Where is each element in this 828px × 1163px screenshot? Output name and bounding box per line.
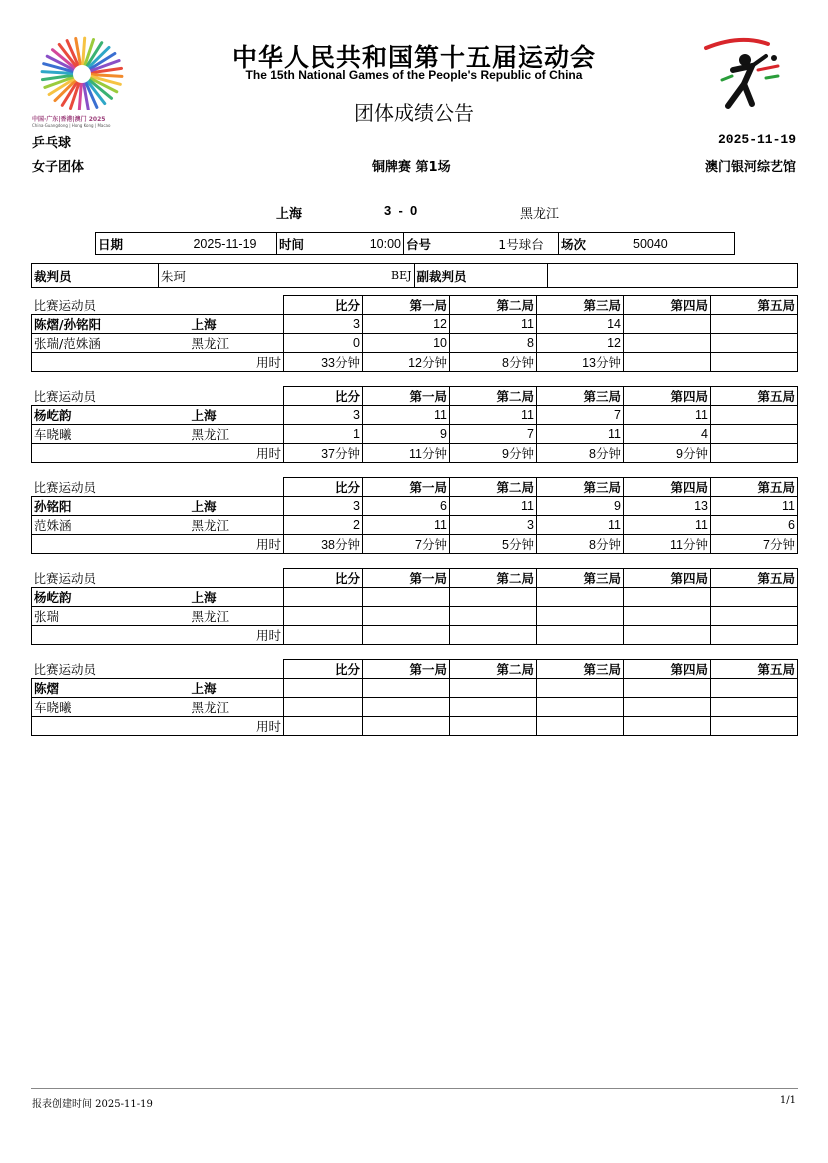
match-meta-table [95, 232, 735, 255]
game-score-cell: 9 [363, 425, 450, 444]
player-row-b [32, 334, 798, 353]
rubber-table-3 [31, 477, 798, 554]
players-header: 比赛运动员 [32, 296, 284, 315]
duration-label: 用时 [32, 535, 284, 554]
game-score-cell: 12 [363, 315, 450, 334]
game-score-cell [537, 679, 624, 698]
game-score-cell [450, 679, 537, 698]
game-score-cell: 3 [450, 516, 537, 535]
game-score-cell: 6 [711, 516, 798, 535]
duration-row [32, 626, 798, 645]
team-a-name: 上海 [276, 207, 303, 222]
score-header: 比分 [284, 296, 363, 315]
match-score-cell [284, 607, 363, 626]
duration-label: 用时 [32, 626, 284, 645]
round-name: 铜牌赛 第1场 [372, 160, 451, 175]
game-score-cell [537, 698, 624, 717]
duration-label: 用时 [32, 353, 284, 372]
game-score-cell [624, 334, 711, 353]
game-score-cell [711, 588, 798, 607]
player-team: 上海 [190, 588, 284, 607]
rubber-table-1 [31, 295, 798, 372]
duration-row [32, 717, 798, 736]
player-team: 黑龙江 [190, 334, 284, 353]
game-score-cell: 8 [450, 334, 537, 353]
game-score-cell [363, 588, 450, 607]
player-row-a [32, 315, 798, 334]
player-name: 孙铭阳 [32, 497, 190, 516]
player-name: 杨屹韵 [32, 588, 190, 607]
game4-header: 第四局 [624, 569, 711, 588]
players-header: 比赛运动员 [32, 569, 284, 588]
game-score-cell: 11 [450, 406, 537, 425]
players-header: 比赛运动员 [32, 387, 284, 406]
game5-header: 第五局 [711, 387, 798, 406]
report-date: 2025-11-19 [717, 132, 796, 147]
game1-header: 第一局 [363, 387, 450, 406]
player-row-a [32, 497, 798, 516]
rubber-table-5 [31, 659, 798, 736]
duration-cell: 37分钟 [284, 444, 363, 463]
time-value: 10:00 [339, 233, 404, 255]
game-score-cell [711, 679, 798, 698]
duration-cell: 11分钟 [624, 535, 711, 554]
players-header: 比赛运动员 [32, 660, 284, 679]
player-row-a [32, 406, 798, 425]
player-row-b [32, 607, 798, 626]
player-team: 上海 [190, 679, 284, 698]
duration-cell [711, 626, 798, 645]
game-score-cell [363, 698, 450, 717]
duration-cell: 33分钟 [284, 353, 363, 372]
duration-cell: 8分钟 [450, 353, 537, 372]
logo-subtext: China·Guangdong | Hong Kong | Macao [32, 123, 111, 128]
duration-cell [711, 717, 798, 736]
player-team: 上海 [190, 497, 284, 516]
game-score-cell [624, 698, 711, 717]
player-name: 车晓曦 [32, 425, 190, 444]
player-team: 黑龙江 [190, 425, 284, 444]
game4-header: 第四局 [624, 660, 711, 679]
match-score: 3 - 0 [384, 203, 418, 218]
deputy-referee-name [547, 264, 797, 288]
duration-cell [537, 717, 624, 736]
game-score-cell: 9 [537, 497, 624, 516]
match-number-value: 50040 [631, 233, 735, 255]
game-score-cell [537, 607, 624, 626]
duration-cell: 7分钟 [363, 535, 450, 554]
match-score-cell: 0 [284, 334, 363, 353]
game-score-cell [711, 406, 798, 425]
player-name: 张瑞/范姝涵 [32, 334, 190, 353]
duration-cell: 5分钟 [450, 535, 537, 554]
duration-label: 用时 [32, 444, 284, 463]
duration-cell: 7分钟 [711, 535, 798, 554]
duration-cell [363, 626, 450, 645]
match-score-cell: 3 [284, 315, 363, 334]
officials-table [31, 263, 798, 288]
duration-cell: 8分钟 [537, 444, 624, 463]
game-score-cell: 13 [624, 497, 711, 516]
game5-header: 第五局 [711, 296, 798, 315]
report-created-time: 报表创建时间 2025-11-19 [32, 1099, 153, 1110]
referee-code: BEJ [389, 264, 414, 288]
duration-label: 用时 [32, 717, 284, 736]
match-score-cell [284, 679, 363, 698]
game-score-cell [711, 334, 798, 353]
game-score-cell: 11 [537, 425, 624, 444]
player-team: 黑龙江 [190, 516, 284, 535]
game-score-cell: 11 [450, 315, 537, 334]
duration-cell [624, 353, 711, 372]
game3-header: 第三局 [537, 660, 624, 679]
game1-header: 第一局 [363, 660, 450, 679]
deputy-referee-label: 副裁判员 [414, 264, 547, 288]
player-name: 陈熠 [32, 679, 190, 698]
game3-header: 第三局 [537, 296, 624, 315]
score-header: 比分 [284, 660, 363, 679]
game5-header: 第五局 [711, 660, 798, 679]
game-score-cell: 11 [363, 406, 450, 425]
duration-cell [711, 444, 798, 463]
game-score-cell: 10 [363, 334, 450, 353]
game-score-cell: 11 [450, 497, 537, 516]
page-title: 中华人民共和国第十五届运动会 [231, 43, 596, 72]
duration-cell: 12分钟 [363, 353, 450, 372]
game3-header: 第三局 [537, 387, 624, 406]
game-score-cell: 11 [711, 497, 798, 516]
player-name: 车晓曦 [32, 698, 190, 717]
match-score-cell: 3 [284, 406, 363, 425]
duration-cell: 9分钟 [450, 444, 537, 463]
logo-text: 中国·广东|香港|澳门 2025 [32, 116, 106, 123]
duration-cell [284, 717, 363, 736]
player-name: 范姝涵 [32, 516, 190, 535]
game2-header: 第二局 [450, 296, 537, 315]
duration-cell [363, 717, 450, 736]
match-score-cell [284, 588, 363, 607]
game2-header: 第二局 [450, 478, 537, 497]
duration-cell [450, 717, 537, 736]
game-score-cell [537, 588, 624, 607]
match-score-cell [284, 698, 363, 717]
time-label: 时间 [277, 233, 340, 255]
game-score-cell: 6 [363, 497, 450, 516]
rubber-table-2 [31, 386, 798, 463]
duration-cell [624, 717, 711, 736]
player-row-a [32, 679, 798, 698]
player-row-b [32, 425, 798, 444]
players-header: 比赛运动员 [32, 478, 284, 497]
page-number: 1/1 [779, 1095, 796, 1106]
duration-cell: 11分钟 [363, 444, 450, 463]
game-score-cell [711, 425, 798, 444]
game5-header: 第五局 [711, 478, 798, 497]
duration-row [32, 353, 798, 372]
game3-header: 第三局 [537, 478, 624, 497]
game-score-cell [624, 607, 711, 626]
duration-cell [711, 353, 798, 372]
player-row-b [32, 516, 798, 535]
duration-cell: 38分钟 [284, 535, 363, 554]
duration-cell [450, 626, 537, 645]
player-row-a [32, 588, 798, 607]
duration-cell: 8分钟 [537, 535, 624, 554]
event-name: 女子团体 [32, 160, 85, 175]
footer-divider [31, 1088, 798, 1089]
game-score-cell: 11 [363, 516, 450, 535]
game1-header: 第一局 [363, 478, 450, 497]
rubber-table-4 [31, 568, 798, 645]
game1-header: 第一局 [363, 569, 450, 588]
referee-name: 朱珂 [159, 264, 390, 288]
game-score-cell [450, 698, 537, 717]
page-title-english: The 15th National Games of the People's Republic of China [245, 68, 583, 82]
game-score-cell: 12 [537, 334, 624, 353]
game-score-cell: 7 [537, 406, 624, 425]
referee-label: 裁判员 [32, 264, 159, 288]
duration-cell [537, 626, 624, 645]
game2-header: 第二局 [450, 660, 537, 679]
game-score-cell [711, 315, 798, 334]
sport-name: 乒乓球 [32, 136, 72, 151]
game-score-cell: 11 [537, 516, 624, 535]
game-score-cell [624, 679, 711, 698]
duration-row [32, 444, 798, 463]
duration-cell: 13分钟 [537, 353, 624, 372]
player-name: 张瑞 [32, 607, 190, 626]
game-score-cell [624, 315, 711, 334]
player-team: 上海 [190, 315, 284, 334]
game-score-cell: 4 [624, 425, 711, 444]
duration-cell [624, 626, 711, 645]
game3-header: 第三局 [537, 569, 624, 588]
duration-cell: 9分钟 [624, 444, 711, 463]
table-number-value: 1号球台 [484, 233, 559, 255]
player-name: 陈熠/孙铭阳 [32, 315, 190, 334]
player-team: 黑龙江 [190, 698, 284, 717]
player-name: 杨屹韵 [32, 406, 190, 425]
game-score-cell: 7 [450, 425, 537, 444]
game-score-cell [450, 607, 537, 626]
player-team: 黑龙江 [190, 607, 284, 626]
game1-header: 第一局 [363, 296, 450, 315]
date-label: 日期 [96, 233, 175, 255]
game-score-cell [624, 588, 711, 607]
game4-header: 第四局 [624, 387, 711, 406]
game5-header: 第五局 [711, 569, 798, 588]
report-subtitle: 团体成绩公告 [354, 101, 474, 125]
score-header: 比分 [284, 387, 363, 406]
match-score-cell: 2 [284, 516, 363, 535]
game-score-cell [711, 698, 798, 717]
match-score-cell: 1 [284, 425, 363, 444]
score-header: 比分 [284, 569, 363, 588]
game4-header: 第四局 [624, 296, 711, 315]
game-score-cell [363, 679, 450, 698]
game2-header: 第二局 [450, 569, 537, 588]
player-team: 上海 [190, 406, 284, 425]
team-b-name: 黑龙江 [520, 207, 560, 222]
game-score-cell [363, 607, 450, 626]
score-header: 比分 [284, 478, 363, 497]
game2-header: 第二局 [450, 387, 537, 406]
duration-cell [284, 626, 363, 645]
game-score-cell [450, 588, 537, 607]
game-score-cell: 11 [624, 516, 711, 535]
duration-row [32, 535, 798, 554]
match-number-label: 场次 [559, 233, 632, 255]
game-score-cell: 14 [537, 315, 624, 334]
venue-name: 澳门银河综艺馆 [704, 160, 796, 175]
game-score-cell: 11 [624, 406, 711, 425]
game-score-cell [711, 607, 798, 626]
date-value: 2025-11-19 [174, 233, 277, 255]
match-score-cell: 3 [284, 497, 363, 516]
table-number-label: 台号 [404, 233, 485, 255]
player-row-b [32, 698, 798, 717]
game4-header: 第四局 [624, 478, 711, 497]
